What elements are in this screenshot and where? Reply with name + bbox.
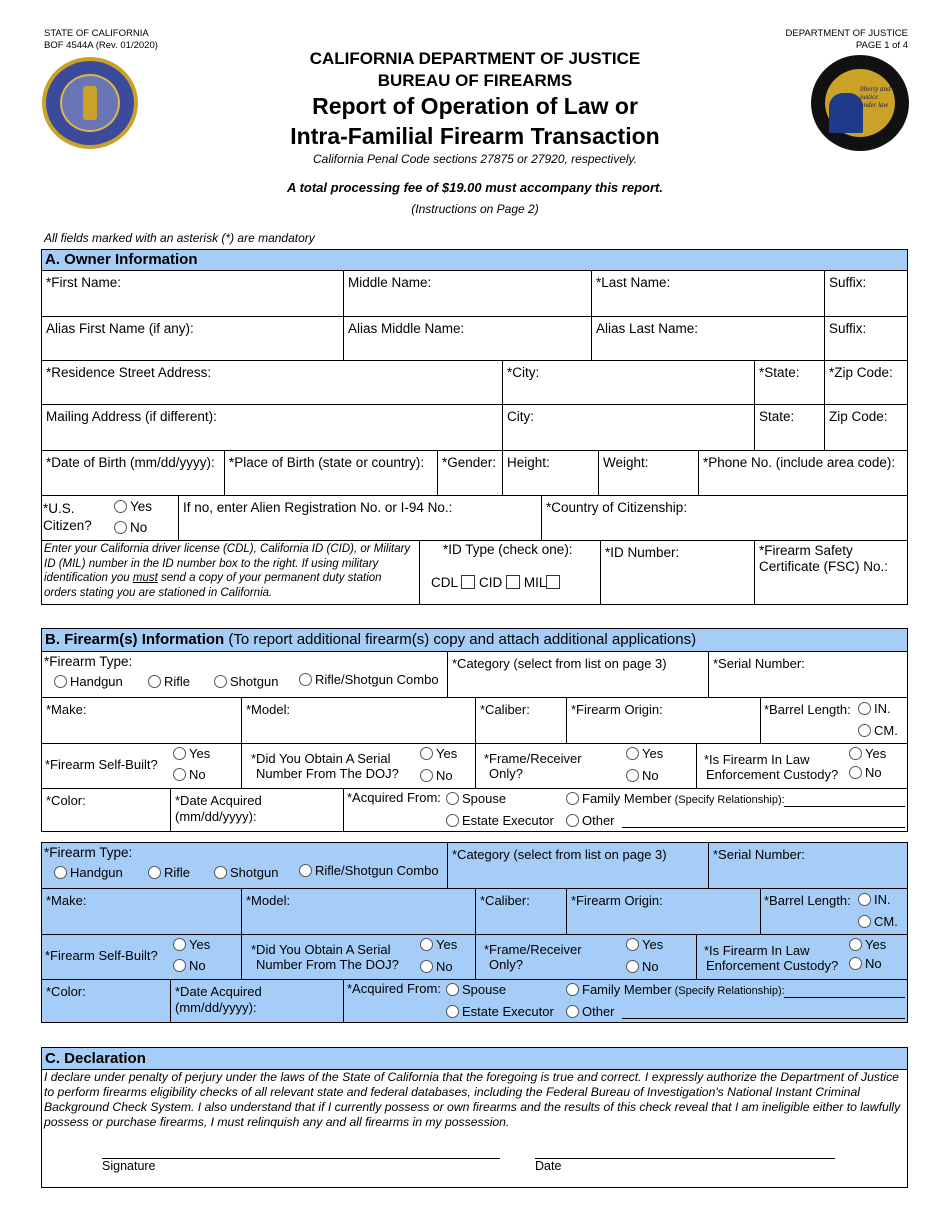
category-field[interactable]: [448, 843, 709, 889]
firearm-type-label: *Firearm Type:: [44, 845, 133, 860]
cid-checkbox[interactable]: [506, 575, 520, 589]
date-label: Date: [535, 1159, 562, 1173]
le-yes-label: Yes: [865, 937, 887, 952]
combo-option[interactable]: [299, 863, 439, 879]
id-note-part2: send a copy of your permanent duty station orders stating you are stationed in California.: [44, 572, 382, 599]
mailing-state-label: State:: [759, 409, 795, 424]
self-built-no-option[interactable]: [173, 767, 206, 783]
date-of-birth-field[interactable]: [42, 451, 225, 496]
date-acquired-label: *Date Acquired (mm/dd/yyyy):: [175, 793, 262, 824]
self-built-no-label: No: [189, 958, 206, 973]
barrel-length-label: *Barrel Length:: [764, 702, 851, 717]
frame-yes-option[interactable]: [626, 746, 663, 762]
serial-doj-no-label: No: [436, 959, 453, 974]
self-built-label: *Firearm Self-Built?: [45, 757, 158, 772]
le-yes-label: Yes: [865, 746, 887, 761]
alien-registration-label: If no, enter Alien Registration No. or I-94 No.:: [183, 500, 453, 515]
color-label: *Color:: [46, 793, 86, 808]
rifle-radio[interactable]: [148, 866, 161, 879]
le-label-1: *Is Firearm In Law: [704, 752, 810, 767]
firearm-type-label: *Firearm Type:: [44, 654, 133, 669]
alias-first-name-field[interactable]: [42, 317, 344, 361]
le-yes-radio[interactable]: [849, 747, 862, 760]
caliber-field[interactable]: [476, 698, 567, 744]
model-field[interactable]: [242, 698, 476, 744]
first-name-field[interactable]: [42, 271, 344, 317]
page-number: PAGE 1 of 4: [855, 40, 908, 51]
declaration-box: [41, 1069, 908, 1188]
last-name-label: *Last Name:: [596, 275, 671, 290]
caliber-field[interactable]: [476, 889, 567, 935]
height-label: Height:: [507, 455, 550, 470]
le-yes-option[interactable]: [849, 746, 886, 762]
date-acquired-field[interactable]: [171, 789, 344, 831]
acquired-from-field: [344, 980, 907, 1022]
le-label-2: Enforcement Custody?: [706, 767, 839, 782]
other-label: Other: [582, 1004, 615, 1019]
barrel-cm-radio[interactable]: [858, 724, 871, 737]
handgun-option[interactable]: [54, 865, 123, 881]
law-enforcement-field: [697, 935, 907, 980]
other-line[interactable]: [622, 1018, 905, 1019]
make-label: *Make:: [46, 702, 87, 717]
alias-middle-label: Alias Middle Name:: [348, 321, 465, 336]
suffix-field[interactable]: [825, 271, 907, 317]
mil-checkbox[interactable]: [546, 575, 560, 589]
barrel-in-label: IN.: [874, 892, 891, 907]
mailing-city-field[interactable]: [503, 405, 755, 451]
spouse-label: Spouse: [462, 791, 507, 806]
serial-doj-label-2: Number From The DOJ?: [256, 957, 399, 972]
acquired-from-label: *Acquired From:: [347, 790, 441, 805]
us-citizen-field: [42, 496, 179, 541]
serial-doj-no-label: No: [436, 768, 453, 783]
cdl-label: CDL: [431, 575, 458, 590]
acquired-from-field: [344, 789, 907, 831]
firearm-block-1: [41, 651, 908, 832]
frame-no-radio[interactable]: [626, 769, 639, 782]
serial-from-doj-field: [242, 744, 476, 789]
barrel-in-option[interactable]: [858, 701, 891, 717]
citizen-yes-label: Yes: [130, 499, 153, 514]
barrel-length-label: *Barrel Length:: [764, 893, 851, 908]
alias-suffix-field[interactable]: [825, 317, 907, 361]
id-note-part1: Enter your California driver license (CDL), California ID (CID), or Military ID (MIL) number in the ID number box to the right. If using military identification you: [44, 543, 411, 584]
barrel-cm-label: CM.: [874, 914, 898, 929]
handgun-radio[interactable]: [54, 866, 67, 879]
section-b-subtitle: (To report additional firearm(s) copy and attach additional applications): [224, 631, 697, 648]
executor-radio[interactable]: [446, 814, 459, 827]
family-member-option[interactable]: [566, 982, 785, 999]
citizen-no-radio[interactable]: [114, 521, 127, 534]
mailing-city-label: City:: [507, 409, 534, 424]
self-built-yes-option[interactable]: [173, 746, 210, 762]
other-line[interactable]: [622, 827, 905, 828]
frame-label-1: *Frame/Receiver: [484, 751, 582, 766]
le-yes-option[interactable]: [849, 937, 886, 953]
handgun-label: Handgun: [70, 865, 123, 880]
serial-doj-yes-radio[interactable]: [420, 938, 433, 951]
model-label: *Model:: [246, 702, 291, 717]
mailing-state-field[interactable]: [755, 405, 825, 451]
frame-no-option[interactable]: [626, 768, 659, 784]
acquired-from-label: *Acquired From:: [347, 981, 441, 996]
serial-doj-no-option[interactable]: [420, 768, 453, 784]
barrel-in-radio[interactable]: [858, 893, 871, 906]
phone-field[interactable]: [699, 451, 907, 496]
self-built-label: *Firearm Self-Built?: [45, 948, 158, 963]
frame-yes-label: Yes: [642, 746, 664, 761]
le-no-radio[interactable]: [849, 766, 862, 779]
family-member-note: (Specify Relationship):: [671, 985, 785, 997]
height-field[interactable]: [503, 451, 599, 496]
citizen-no-option[interactable]: [114, 520, 147, 536]
barrel-cm-radio[interactable]: [858, 915, 871, 928]
combo-label: Rifle/Shotgun Combo: [315, 672, 439, 687]
self-built-field: [42, 744, 242, 789]
executor-label: Estate Executor: [462, 813, 554, 828]
caliber-label: *Caliber:: [480, 702, 530, 717]
le-label-2: Enforcement Custody?: [706, 958, 839, 973]
alien-registration-field[interactable]: [179, 496, 542, 541]
barrel-length-field[interactable]: [761, 698, 907, 744]
serial-doj-yes-label: Yes: [436, 937, 458, 952]
other-radio[interactable]: [566, 814, 579, 827]
frame-yes-label: Yes: [642, 937, 664, 952]
middle-name-field[interactable]: [344, 271, 592, 317]
barrel-in-radio[interactable]: [858, 702, 871, 715]
suffix-label: Suffix:: [829, 275, 867, 290]
serial-doj-yes-option[interactable]: [420, 746, 457, 762]
family-member-note: (Specify Relationship):: [671, 794, 785, 806]
signature-label: Signature: [102, 1159, 156, 1173]
rifle-label: Rifle: [164, 674, 191, 689]
relationship-line[interactable]: [784, 806, 905, 807]
le-yes-radio[interactable]: [849, 938, 862, 951]
executor-option[interactable]: [446, 1004, 554, 1020]
serial-number-label: *Serial Number:: [713, 847, 805, 862]
citizen-yes-radio[interactable]: [114, 500, 127, 513]
le-no-label: No: [865, 765, 882, 780]
color-field[interactable]: [42, 980, 171, 1022]
residence-state-label: *State:: [759, 365, 800, 380]
last-name-field[interactable]: [592, 271, 825, 317]
serial-doj-label-1: *Did You Obtain A Serial: [251, 751, 391, 766]
spouse-radio[interactable]: [446, 792, 459, 805]
frame-no-radio[interactable]: [626, 960, 639, 973]
category-label: *Category (select from list on page 3): [452, 656, 667, 671]
fee-notice: A total processing fee of $19.00 must accompany this report.: [287, 180, 663, 195]
self-built-no-radio[interactable]: [173, 768, 186, 781]
executor-label: Estate Executor: [462, 1004, 554, 1019]
weight-label: Weight:: [603, 455, 649, 470]
firearm-origin-field[interactable]: [567, 698, 761, 744]
weight-field[interactable]: [599, 451, 699, 496]
fsc-label: *Firearm Safety Certificate (FSC) No.:: [759, 543, 889, 574]
color-label: *Color:: [46, 984, 86, 999]
id-type-field: [420, 541, 601, 604]
executor-radio[interactable]: [446, 1005, 459, 1018]
dob-label: *Date of Birth (mm/dd/yyyy):: [46, 455, 215, 470]
self-built-yes-radio[interactable]: [173, 747, 186, 760]
self-built-yes-option[interactable]: [173, 937, 210, 953]
frame-yes-radio[interactable]: [626, 747, 639, 760]
middle-name-label: Middle Name:: [348, 275, 432, 290]
serial-doj-yes-radio[interactable]: [420, 747, 433, 760]
model-label: *Model:: [246, 893, 291, 908]
frame-no-option[interactable]: [626, 959, 659, 975]
rifle-option[interactable]: [148, 865, 190, 881]
serial-doj-no-option[interactable]: [420, 959, 453, 975]
spouse-option[interactable]: [446, 791, 506, 807]
date-acquired-field[interactable]: [171, 980, 344, 1022]
barrel-in-label: IN.: [874, 701, 891, 716]
declaration-text: I declare under penalty of perjury under the laws of the State of California that the foregoing is true and correct. I expressly authorize the Department of Justice to perform firearms eligibility checks of all relevant state and federal databases, including the Federal Bureau of Investigation's National Instant Criminal Background Check System. I also understand that if I currently possess or own firearms and the results of this check reveal that I am ineligible either to lawfully possess or purchase firearms, I must relinquish any and all firearms in my possession.: [44, 1070, 901, 1129]
category-label: *Category (select from list on page 3): [452, 847, 667, 862]
le-no-radio[interactable]: [849, 957, 862, 970]
residence-zip-label: *Zip Code:: [829, 365, 893, 380]
form-number: BOF 4544A (Rev. 01/2020): [44, 40, 158, 51]
mailing-zip-field[interactable]: [825, 405, 907, 451]
residence-zip-field[interactable]: [825, 361, 907, 405]
serial-doj-label-1: *Did You Obtain A Serial: [251, 942, 391, 957]
self-built-no-label: No: [189, 767, 206, 782]
combo-label: Rifle/Shotgun Combo: [315, 863, 439, 878]
le-label-1: *Is Firearm In Law: [704, 943, 810, 958]
handgun-radio[interactable]: [54, 675, 67, 688]
place-of-birth-field[interactable]: [225, 451, 438, 496]
alias-middle-name-field[interactable]: [344, 317, 592, 361]
frame-no-label: No: [642, 959, 659, 974]
form-title-line2: Intra-Familial Firearm Transaction: [290, 123, 660, 149]
country-label: *Country of Citizenship:: [546, 500, 688, 515]
spouse-label: Spouse: [462, 982, 507, 997]
firearm-type-field: [42, 843, 448, 889]
family-member-radio[interactable]: [566, 983, 579, 996]
family-member-radio[interactable]: [566, 792, 579, 805]
family-member-label: Family Member: [582, 791, 672, 806]
combo-radio[interactable]: [299, 864, 312, 877]
frame-label-1: *Frame/Receiver: [484, 942, 582, 957]
penal-code-reference: California Penal Code sections 27875 or 27920, respectively.: [313, 152, 637, 166]
barrel-length-field[interactable]: [761, 889, 907, 935]
frame-receiver-field: [476, 935, 697, 980]
make-label: *Make:: [46, 893, 87, 908]
citizen-label-1: *U.S.: [43, 501, 75, 516]
dept-label: DEPARTMENT OF JUSTICE: [785, 28, 908, 39]
owner-information-grid: [41, 270, 908, 605]
instructions-note: (Instructions on Page 2): [411, 202, 539, 216]
serial-from-doj-field: [242, 935, 476, 980]
color-field[interactable]: [42, 789, 171, 831]
spouse-option[interactable]: [446, 982, 506, 998]
self-built-field: [42, 935, 242, 980]
alias-last-label: Alias Last Name:: [596, 321, 699, 336]
handgun-label: Handgun: [70, 674, 123, 689]
id-note-must: must: [132, 572, 158, 584]
barrel-cm-label: CM.: [874, 723, 898, 738]
id-number-field[interactable]: [601, 541, 755, 604]
other-option[interactable]: [566, 1004, 615, 1020]
make-field[interactable]: [42, 698, 242, 744]
le-no-label: No: [865, 956, 882, 971]
serial-doj-yes-option[interactable]: [420, 937, 457, 953]
mailing-address-field[interactable]: [42, 405, 503, 451]
category-field[interactable]: [448, 652, 709, 698]
residence-city-field[interactable]: [503, 361, 755, 405]
make-field[interactable]: [42, 889, 242, 935]
mailing-zip-label: Zip Code:: [829, 409, 888, 424]
alias-suffix-label: Suffix:: [829, 321, 867, 336]
gender-field[interactable]: [438, 451, 503, 496]
shotgun-option[interactable]: [214, 865, 278, 881]
relationship-line[interactable]: [784, 997, 905, 998]
shotgun-label: Shotgun: [230, 865, 279, 880]
self-built-no-option[interactable]: [173, 958, 206, 974]
citizen-no-label: No: [130, 520, 148, 535]
other-option[interactable]: [566, 813, 615, 829]
self-built-yes-label: Yes: [189, 937, 211, 952]
other-radio[interactable]: [566, 1005, 579, 1018]
section-b-title: B. Firearm(s) Information: [45, 631, 225, 648]
frame-no-label: No: [642, 768, 659, 783]
citizen-yes-option[interactable]: [114, 499, 152, 515]
frame-receiver-field: [476, 744, 697, 789]
id-instructions: [42, 541, 420, 604]
residence-address-field[interactable]: [42, 361, 503, 405]
shotgun-radio[interactable]: [214, 866, 227, 879]
alias-first-label: Alias First Name (if any):: [46, 321, 194, 336]
signature-line[interactable]: [102, 1158, 500, 1159]
handgun-option[interactable]: [54, 674, 123, 690]
firearm-block-2: [41, 842, 908, 1023]
self-built-yes-label: Yes: [189, 746, 211, 761]
serial-number-field[interactable]: [709, 843, 907, 889]
frame-yes-option[interactable]: [626, 937, 663, 953]
firearm-origin-field[interactable]: [567, 889, 761, 935]
serial-doj-label-2: Number From The DOJ?: [256, 766, 399, 781]
le-no-option[interactable]: [849, 956, 882, 972]
family-member-option[interactable]: [566, 791, 785, 808]
frame-yes-radio[interactable]: [626, 938, 639, 951]
mil-label: MIL: [523, 575, 547, 590]
mailing-address-label: Mailing Address (if different):: [46, 409, 217, 424]
date-acquired-label: *Date Acquired (mm/dd/yyyy):: [175, 984, 262, 1015]
state-label: STATE OF CALIFORNIA: [44, 28, 149, 39]
seal-motto: liberty and justice under law: [860, 85, 891, 109]
id-type-label: *ID Type (check one):: [443, 542, 573, 557]
gender-label: *Gender:: [442, 455, 497, 470]
serial-number-label: *Serial Number:: [713, 656, 805, 671]
model-field[interactable]: [242, 889, 476, 935]
country-of-citizenship-field[interactable]: [542, 496, 907, 541]
rifle-radio[interactable]: [148, 675, 161, 688]
frame-label-2: Only?: [489, 766, 523, 781]
alias-last-name-field[interactable]: [592, 317, 825, 361]
serial-number-field[interactable]: [709, 652, 907, 698]
first-name-label: *First Name:: [46, 275, 122, 290]
residence-city-label: *City:: [507, 365, 540, 380]
barrel-cm-option[interactable]: [858, 914, 898, 930]
serial-doj-no-radio[interactable]: [420, 769, 433, 782]
spouse-radio[interactable]: [446, 983, 459, 996]
section-c-header: C. Declaration: [41, 1047, 908, 1070]
caliber-label: *Caliber:: [480, 893, 530, 908]
id-number-label: *ID Number:: [605, 545, 680, 560]
rifle-label: Rifle: [164, 865, 191, 880]
bureau-title: BUREAU OF FIREARMS: [377, 71, 573, 90]
shotgun-radio[interactable]: [214, 675, 227, 688]
residence-state-field[interactable]: [755, 361, 825, 405]
firearm-origin-label: *Firearm Origin:: [571, 893, 663, 908]
shotgun-label: Shotgun: [230, 674, 279, 689]
serial-doj-no-radio[interactable]: [420, 960, 433, 973]
barrel-in-option[interactable]: [858, 892, 891, 908]
date-line[interactable]: [535, 1158, 835, 1159]
fsc-number-field[interactable]: [755, 541, 907, 604]
self-built-yes-radio[interactable]: [173, 938, 186, 951]
shotgun-option[interactable]: [214, 674, 278, 690]
executor-option[interactable]: [446, 813, 554, 829]
combo-radio[interactable]: [299, 673, 312, 686]
citizen-label-2: Citizen?: [43, 518, 92, 533]
combo-option[interactable]: [299, 672, 439, 688]
mandatory-note: All fields marked with an asterisk (*) are mandatory: [44, 231, 315, 245]
section-a-header: A. Owner Information: [41, 249, 908, 271]
pob-label: *Place of Birth (state or country):: [229, 455, 425, 470]
law-enforcement-field: [697, 744, 907, 789]
cid-label: CID: [479, 575, 503, 590]
residence-address-label: *Residence Street Address:: [46, 365, 212, 380]
frame-label-2: Only?: [489, 957, 523, 972]
other-label: Other: [582, 813, 615, 828]
firearm-origin-label: *Firearm Origin:: [571, 702, 663, 717]
self-built-no-radio[interactable]: [173, 959, 186, 972]
rifle-option[interactable]: [148, 674, 190, 690]
serial-doj-yes-label: Yes: [436, 746, 458, 761]
form-title-line1: Report of Operation of Law or: [312, 93, 638, 119]
family-member-label: Family Member: [582, 982, 672, 997]
section-b-header: [41, 628, 908, 652]
firearm-type-field: [42, 652, 448, 698]
phone-label: *Phone No. (include area code):: [703, 455, 896, 470]
agency-title: CALIFORNIA DEPARTMENT OF JUSTICE: [309, 49, 641, 68]
barrel-cm-option[interactable]: [858, 723, 898, 739]
cdl-checkbox[interactable]: [461, 575, 475, 589]
le-no-option[interactable]: [849, 765, 882, 781]
